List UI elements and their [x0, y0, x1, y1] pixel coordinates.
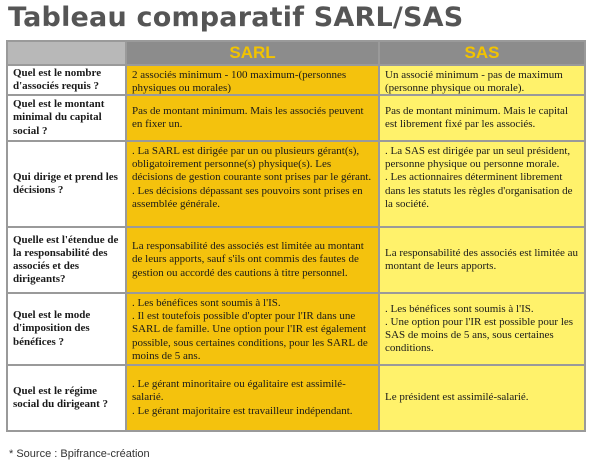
question-cell — [8, 96, 125, 140]
question-text: Qui dirige et prend les décisions ? — [13, 170, 118, 196]
sas-text: . Les actionnaires déterminent librement dans les statuts les règles d'organisation de la société. — [385, 171, 573, 210]
sas-cell — [380, 142, 584, 226]
sarl-cell — [127, 142, 378, 226]
sas-cell — [380, 294, 584, 364]
header-corner — [8, 42, 125, 64]
sarl-text: . Les bénéfices sont soumis à l'IS. — [132, 297, 281, 309]
sas-cell — [380, 228, 584, 292]
sas-cell — [380, 366, 584, 430]
sarl-text: . Les décisions dépassant ses pouvoirs sont prises en assemblée générale. — [132, 184, 363, 210]
question-cell — [8, 294, 125, 364]
sarl-text: . Le gérant majoritaire est travailleur indépendant. — [132, 404, 353, 417]
sarl-text: . Le gérant minoritaire ou égalitaire est assimilé-salarié. — [132, 378, 346, 404]
question-cell — [8, 66, 125, 94]
sarl-text: 2 associés minimum - 100 maximum-(personnes physiques ou morales) — [132, 69, 347, 94]
sas-cell — [380, 96, 584, 140]
sarl-cell — [127, 366, 378, 430]
page-title: Tableau comparatif SARL/SAS — [8, 2, 464, 33]
sarl-text: . La SARL est dirigée par un ou plusieurs gérant(s), obligatoirement personne(s) physique(s). Les décisions de gestion courante sont prises par le gérant. — [132, 145, 372, 184]
header-sarl: SARL — [127, 42, 378, 64]
question-text: Quel est le mode d'imposition des bénéfices ? — [13, 309, 91, 348]
sarl-cell — [127, 228, 378, 292]
question-cell — [8, 366, 125, 430]
sas-text: Le président est assimilé-salarié. — [385, 391, 529, 404]
sas-text: Pas de montant minimum. Mais le capital est librement fixé par les associés. — [385, 104, 568, 130]
sas-text: . Une option pour l'IR est possible pour les SAS de moins de 5 ans, sous certaines conditions. — [385, 315, 574, 355]
question-text: Quel est le montant minimal du capital social ? — [13, 98, 105, 137]
question-cell — [8, 228, 125, 292]
sarl-cell — [127, 96, 378, 140]
comparison-table — [6, 40, 586, 432]
source-note: * Source : Bpifrance-création — [9, 448, 150, 460]
question-text: Quelle est l'étendue de la responsabilité des associés et des dirigeants? — [13, 233, 119, 286]
sarl-text: Pas de montant minimum. Mais les associés peuvent en fixer un. — [132, 104, 364, 130]
header-sas: SAS — [380, 42, 584, 64]
sarl-cell — [127, 294, 378, 364]
sarl-text: La responsabilité des associés est limitée au montant de leurs apports, sauf s'ils ont commis des fautes de gestion ou accordé des cautions à titre personnel. — [132, 240, 364, 279]
question-cell — [8, 142, 125, 226]
sas-text: . Les bénéfices sont soumis à l'IS. — [385, 302, 534, 315]
sas-text: Un associé minimum - pas de maximum (personne physique ou morale). — [385, 69, 563, 94]
sas-cell — [380, 66, 584, 94]
question-text: Quel est le nombre d'associés requis ? — [13, 66, 102, 92]
sarl-cell — [127, 66, 378, 94]
sas-text: La responsabilité des associés est limitée au montant de leurs apports. — [385, 246, 579, 272]
sas-text: . La SAS est dirigée par un seul président, personne physique ou personne morale. — [385, 145, 571, 171]
sarl-text: . Il est toutefois possible d'opter pour l'IR dans une SARL de famille. Une option pour l'IR est également possible, sous certaines conditions, pour les SARL de moins de 5 ans. — [132, 310, 368, 362]
question-text: Quel est le régime social du dirigeant ? — [13, 384, 109, 410]
